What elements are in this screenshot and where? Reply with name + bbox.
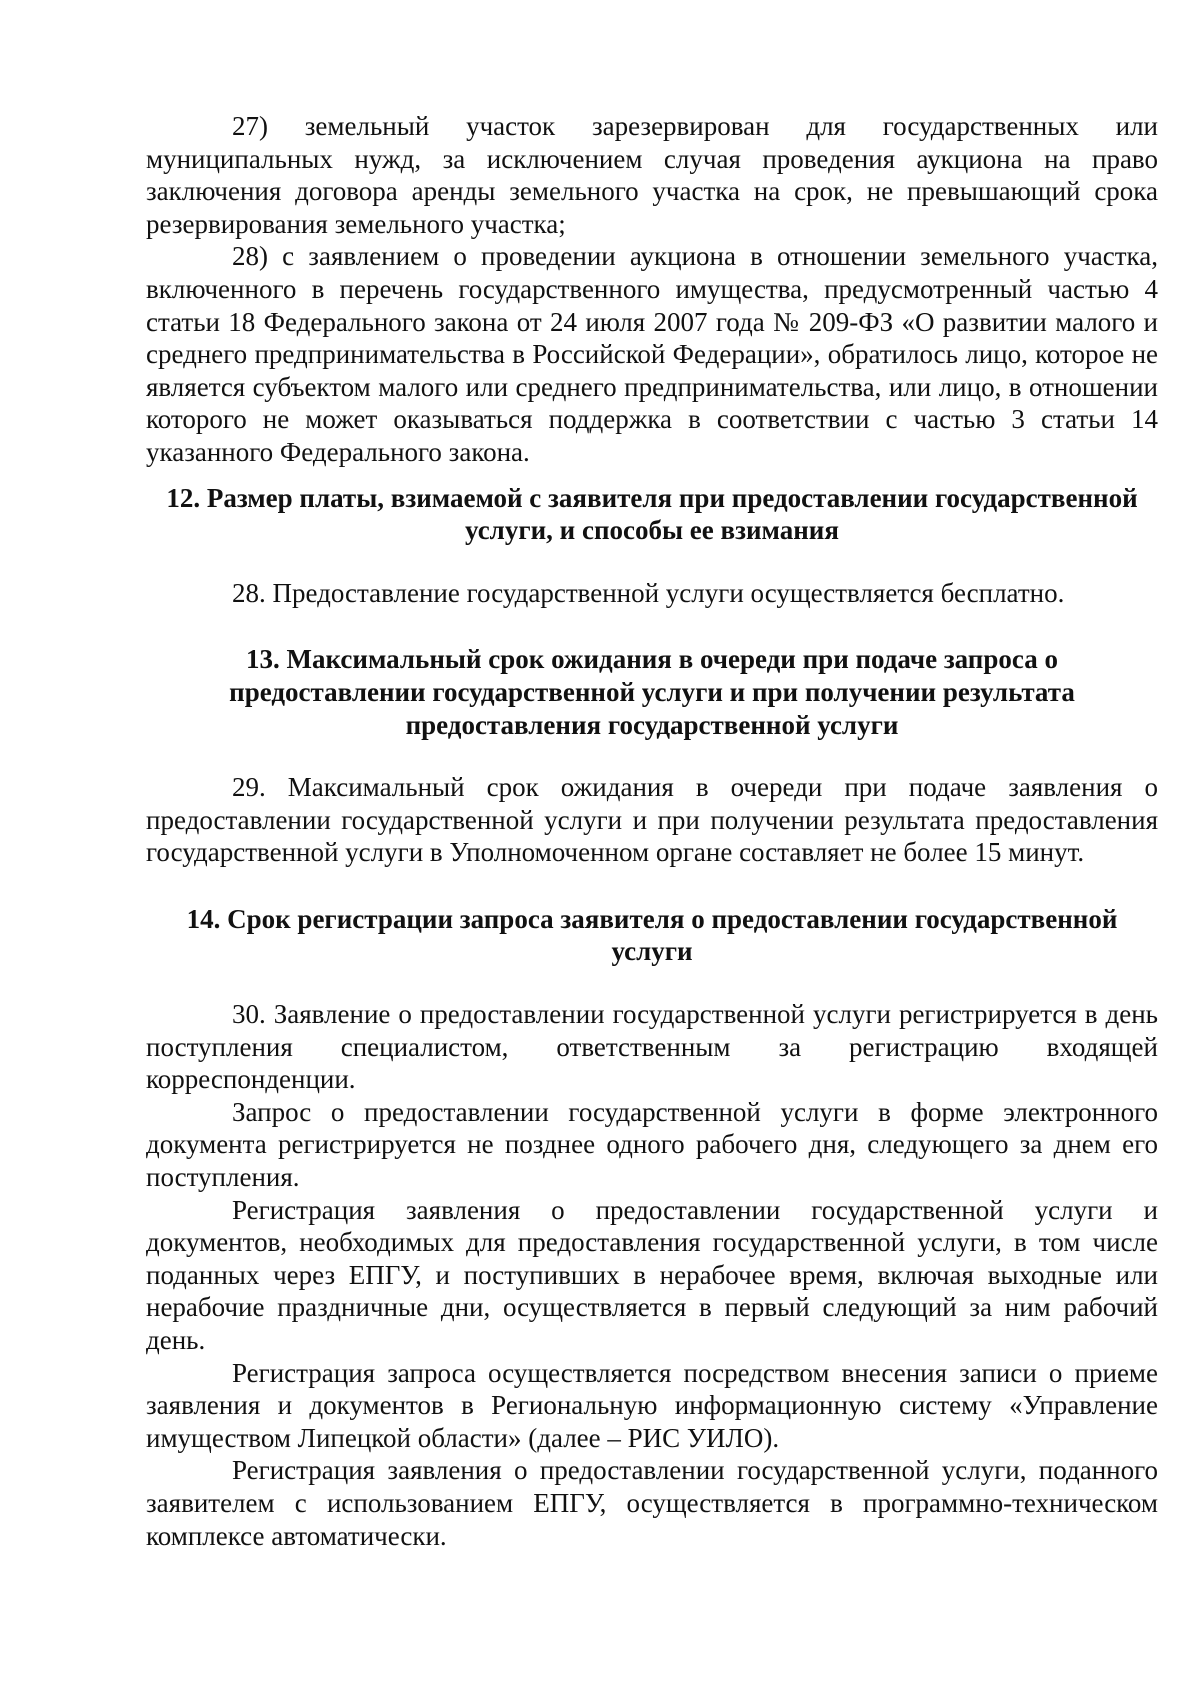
section-heading-12: 12. Размер платы, взимаемой с заявителя при предоставлении государственной услуги, и способы ее взимания — [166, 482, 1138, 546]
paragraph-30-registration: 30. Заявление о предоставлении государственной услуги регистрируется в день поступления специалистом, ответственным за регистрацию входящей корреспонденции. — [146, 999, 1158, 1095]
document-page — [146, 110, 1158, 1552]
paragraph-28-free-service: 28. Предоставление государственной услуги осуществляется бесплатно. — [232, 577, 1065, 608]
section-heading-13: 13. Максимальный срок ожидания в очереди при подаче запроса о предоставлении государственной услуги и при получении результата предоставления государственной услуги — [229, 644, 1075, 740]
paragraph-29-queue-time: 29. Максимальный срок ожидания в очереди при подаче заявления о предоставлении государственной услуги и при получении результата предоставления государственной услуги в Уполномоченном органе составляет не более 15 минут. — [146, 772, 1158, 868]
paragraph-item-27: 27) земельный участок зарезервирован для государственных или муниципальных нужд, за исключением случая проведения аукциона на право заключения договора аренды земельного участка на срок, не превышающий срока резервирования земельного участка; — [146, 111, 1158, 239]
paragraph-electronic-request: Запрос о предоставлении государственной услуги в форме электронного документа регистрируется не позднее одного рабочего дня, следующего за днем его поступления. — [146, 1096, 1158, 1193]
paragraph-ris-uilo: Регистрация запроса осуществляется посредством внесения записи о приеме заявления и документов в Региональную информационную систему «Управление имуществом Липецкой области» (далее – РИС УИЛО). — [146, 1357, 1158, 1453]
paragraph-epgu-automatic: Регистрация заявления о предоставлении государственной услуги, поданного заявителем с использованием ЕПГУ, осуществляется в программно-техническом комплексе автоматически. — [146, 1455, 1158, 1551]
paragraph-item-28: 28) с заявлением о проведении аукциона в отношении земельного участка, включенного в перечень государственного имущества, предусмотренный частью 4 статьи 18 Федерального закона от 24 июля 2007 года № 209-ФЗ «О развитии малого и среднего предпринимательства в Российской Федерации», обратилось лицо, которое не является субъектом малого или среднего предпринимательства, или лицо, в отношении которого не может оказываться поддержка в соответствии с частью 3 статьи 14 указанного Федерального закона. — [146, 241, 1158, 467]
section-heading-14: 14. Срок регистрации запроса заявителя о предоставлении государственной услуги — [186, 903, 1118, 967]
paragraph-nonworking-registration: Регистрация заявления о предоставлении государственной услуги и документов, необходимых для предоставления государственной услуги, в том числе поданных через ЕПГУ, и поступивших в нерабочее время, включая выходные или нерабочие праздничные дни, осуществляется в первый следующий за ним рабочий день. — [146, 1194, 1158, 1355]
